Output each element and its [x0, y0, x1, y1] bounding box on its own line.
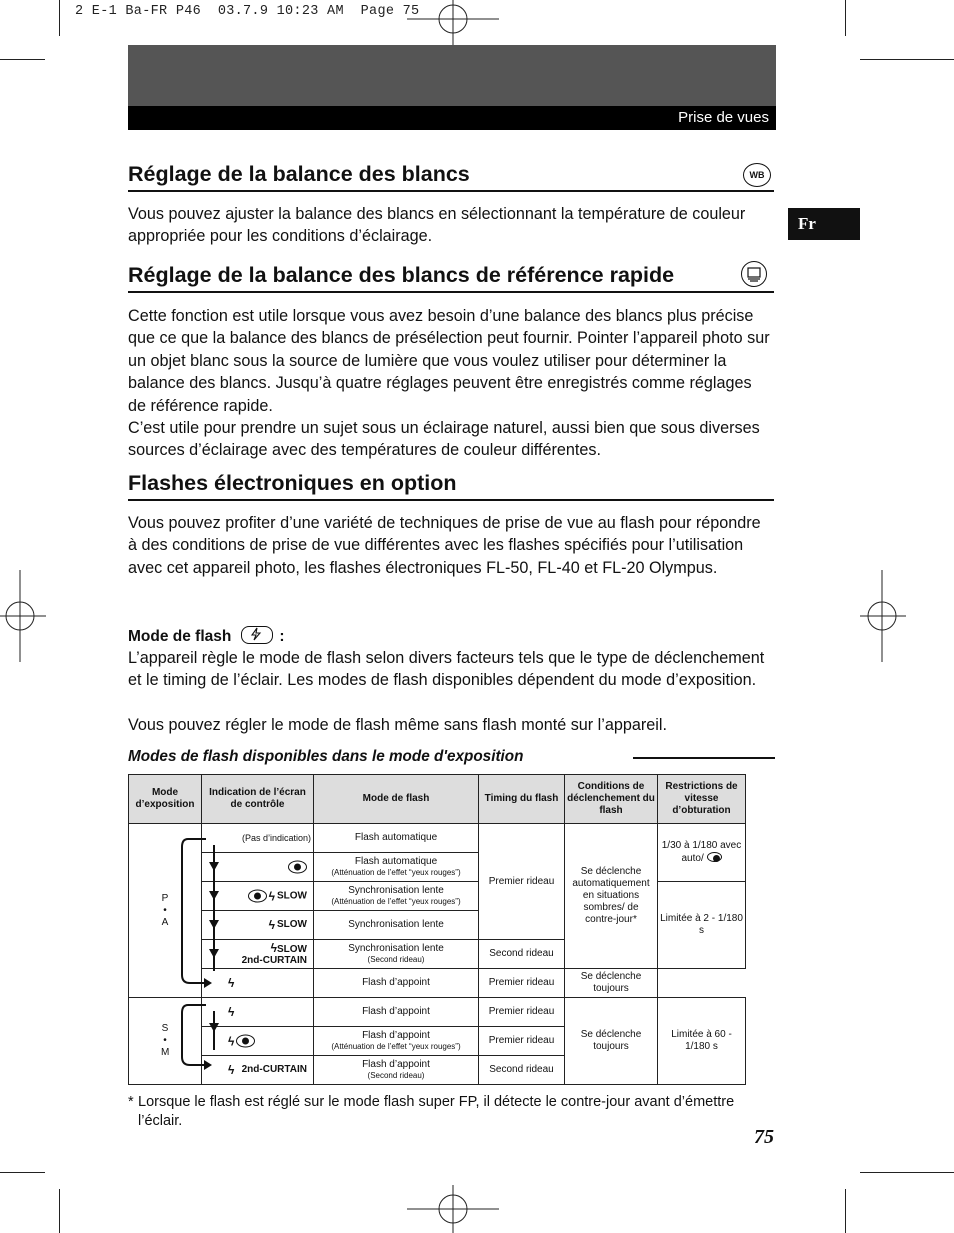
- flash-mode-r5-sub: (Second rideau): [367, 955, 425, 964]
- flash-mode-r4: Synchronisation lente: [314, 911, 479, 940]
- flash-mode-r8-label: Flash d’appoint: [362, 1030, 430, 1041]
- red-eye-icon: [707, 852, 722, 862]
- restriction-r1-text: 1/30 à 1/180 avec auto/: [661, 840, 742, 864]
- header-conditions: Conditions de déclenchement du flash: [565, 775, 658, 824]
- flash-mode-r8: [314, 1027, 479, 1056]
- flash-mode-r3-label: Synchronisation lente: [348, 885, 444, 896]
- mode-cycle-arrows: [176, 835, 226, 1085]
- footnote-text: Lorsque le flash est réglé sur le mode flash super FP, il détecte le contre-jour avant d’émettre l’éclair.: [138, 1094, 735, 1129]
- wb-icon: WB: [743, 163, 771, 187]
- flash-icon: ϟ: [228, 1034, 235, 1048]
- flash-icon: ϟ: [228, 1063, 235, 1077]
- chapter-header: [128, 45, 776, 130]
- flash-mode-r2-label: Flash automatique: [354, 856, 438, 867]
- conditions-always-r6: Se déclenche toujours: [565, 969, 658, 998]
- conditions-auto: Se déclenche automatiquement en situations sombres/ de contre-jour*: [565, 824, 658, 969]
- section-title-flashes: Flashes électroniques en option: [128, 471, 774, 501]
- section-body-white-balance: Vous pouvez ajuster la balance des blancs en sélectionnant la température de couleur appropriée pour les conditions d’éclairage.: [128, 205, 746, 246]
- flash-mode-r3-sub: (Atténuation de l’effet “yeux rouges”): [331, 897, 461, 906]
- restriction-r1: [658, 824, 746, 882]
- timing-first-r8: Premier rideau: [479, 1027, 565, 1056]
- section-title-white-balance: Réglage de la balance des blancs: [128, 162, 774, 192]
- flash-mode-r2: [314, 853, 479, 882]
- flash-mode-r9: [314, 1056, 479, 1085]
- red-eye-icon: [236, 1035, 255, 1048]
- timing-first-r7: Premier rideau: [479, 998, 565, 1027]
- flash-icon: ϟ: [228, 1005, 235, 1019]
- one-touch-wb-icon: [741, 261, 767, 287]
- flash-mode-colon: :: [279, 628, 285, 645]
- header-mode: Mode d’exposition: [129, 775, 202, 824]
- timing-first-pa: Premier rideau: [479, 824, 565, 940]
- language-label: Fr: [798, 214, 816, 233]
- red-eye-icon: [248, 890, 267, 903]
- header-timing: Timing du flash: [479, 775, 565, 824]
- flash-icon: ϟ: [228, 976, 235, 990]
- flash-icon: ϟ: [268, 918, 275, 932]
- section-body-one-touch-wb-2: C’est utile pour prendre un sujet sous un éclairage naturel, aussi bien que sous diverses sources d’éclairage avec des températures de couleur différentes.: [128, 419, 760, 460]
- flash-mode-label: Mode de flash: [128, 628, 232, 645]
- flash-mode-r9-sub: (Second rideau): [367, 1071, 425, 1080]
- timing-second-r9: Second rideau: [479, 1056, 565, 1085]
- header-indication: Indication de l’écran de contrôle: [202, 775, 314, 824]
- indication-none: (Pas d’indication): [202, 824, 314, 853]
- mode-sm-label: S • M: [161, 1023, 170, 1058]
- flash-mode-r1: Flash automatique: [314, 824, 479, 853]
- table-title: Modes de flash disponibles dans le mode d'exposition: [128, 748, 524, 765]
- chapter-bar: [128, 106, 776, 130]
- header-flash-mode: Mode de flash: [314, 775, 479, 824]
- flash-icon: ϟ: [270, 941, 277, 955]
- chapter-title: Prise de vues: [678, 109, 769, 126]
- flash-mode-r5-label: Synchronisation lente: [348, 943, 444, 954]
- slow-label: SLOW: [277, 919, 307, 930]
- footnote-mark: *: [128, 1094, 134, 1110]
- flash-mode-r5: [314, 940, 479, 969]
- print-slug: 2 E-1 Ba-FR P46 03.7.9 10:23 AM Page 75: [75, 4, 420, 19]
- mode-pa-label: P • A: [161, 892, 169, 928]
- timing-second-r5: Second rideau: [479, 940, 565, 969]
- flash-mode-body-1: L’appareil règle le mode de flash selon divers facteurs tels que le type de déclenchement et le timing de l’éclair. Les modes de flash disponibles dépendent du mode d’exposition.: [128, 649, 765, 690]
- flash-mode-r3: [314, 882, 479, 911]
- slow-label: SLOW: [277, 890, 307, 901]
- flash-icon: ϟ: [268, 889, 275, 903]
- restriction-limited-pa: Limitée à 2 - 1/180 s: [658, 882, 746, 969]
- slow-label: SLOW: [277, 944, 307, 955]
- section-body-one-touch-wb-1: Cette fonction est utile lorsque vous avez besoin d’une balance des blancs plus précise que ce que la balance des blancs de présélection peut fournir. Pointer l’appareil photo sur un objet blanc sous la source de lumière que vous voulez utiliser pour déterminer la balance des blancs. Jusqu’à quatre réglages peuvent être enregistrés comme réglages de référence rapide.: [128, 307, 770, 415]
- flash-mode-r9-label: Flash d’appoint: [362, 1059, 430, 1070]
- flash-icon: [241, 626, 273, 644]
- table-title-rule: [633, 757, 775, 759]
- section-body-flashes: Vous pouvez profiter d’une variété de techniques de prise de vue au flash pour répondre à des conditions de prise de vue différentes avec les flashes spécifiés pour l’utilisation avec cet appareil photo, les flashes électroniques FL-50, FL-40 et FL-20 Olympus.: [128, 514, 761, 577]
- flash-mode-r2-sub: (Atténuation de l’effet “yeux rouges”): [331, 868, 461, 877]
- flash-mode-r8-sub: (Atténuation de l’effet “yeux rouges”): [331, 1042, 461, 1051]
- flash-mode-heading: [128, 626, 285, 646]
- conditions-always-sm: Se déclenche toujours: [565, 998, 658, 1085]
- flash-mode-r6: Flash d’appoint: [314, 969, 479, 998]
- timing-first-r6: Premier rideau: [479, 969, 565, 998]
- language-tab: [788, 208, 860, 240]
- second-curtain-label: 2nd-CURTAIN: [241, 1064, 307, 1075]
- section-title-one-touch-wb: Réglage de la balance des blancs de référence rapide: [128, 263, 774, 293]
- header-restrictions: Restrictions de vitesse d’obturation: [658, 775, 746, 824]
- red-eye-icon: [288, 861, 307, 874]
- flash-mode-body-2: Vous pouvez régler le mode de flash même sans flash monté sur l’appareil.: [128, 716, 667, 734]
- second-curtain-label: 2nd-CURTAIN: [241, 955, 307, 966]
- restriction-limited-sm: Limitée à 60 - 1/180 s: [658, 998, 746, 1085]
- flash-mode-r7: Flash d’appoint: [314, 998, 479, 1027]
- page-number: 75: [754, 1126, 774, 1148]
